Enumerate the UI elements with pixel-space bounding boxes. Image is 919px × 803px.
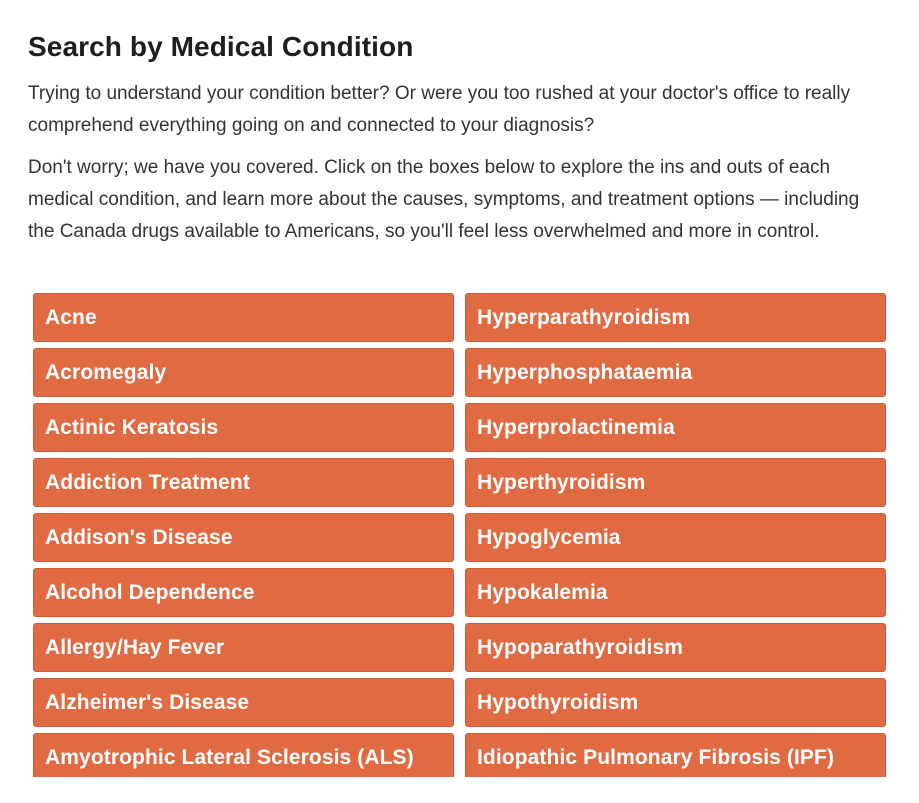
condition-card-alcohol-dependence[interactable] bbox=[33, 568, 454, 617]
condition-label: Acne bbox=[45, 305, 97, 329]
intro-paragraph-2: Don't worry; we have you covered. Click on the boxes below to explore the ins and outs of each medical condition, and learn more about the causes, symptoms, and treatment options — including the Canada drugs available to Americans, so you'll feel less overwhelmed and more in control. bbox=[28, 157, 860, 242]
condition-grid bbox=[33, 293, 886, 777]
condition-card-addiction-treatment[interactable] bbox=[33, 458, 454, 507]
condition-card-hypothyroidism[interactable] bbox=[465, 678, 886, 727]
condition-label: Amyotrophic Lateral Sclerosis (ALS) bbox=[45, 745, 414, 769]
condition-label: Addison's Disease bbox=[45, 525, 233, 549]
condition-label: Hypoparathyroidism bbox=[477, 635, 684, 659]
condition-card-als[interactable] bbox=[33, 733, 454, 777]
condition-card-hyperthyroidism[interactable] bbox=[465, 458, 886, 507]
condition-label: Acromegaly bbox=[45, 360, 167, 384]
condition-card-hyperprolactinemia[interactable] bbox=[465, 403, 886, 452]
condition-card-addisons-disease[interactable] bbox=[33, 513, 454, 562]
condition-card-hyperphosphataemia[interactable] bbox=[465, 348, 886, 397]
condition-card-acne[interactable] bbox=[33, 293, 454, 342]
condition-card-acromegaly[interactable] bbox=[33, 348, 454, 397]
condition-card-hypoglycemia[interactable] bbox=[465, 513, 886, 562]
condition-label: Alcohol Dependence bbox=[45, 580, 255, 604]
intro-paragraph-1: Trying to understand your condition better? Or were you too rushed at your doctor's office to really comprehend everything going on and connected to your diagnosis? bbox=[28, 83, 851, 136]
condition-label: Addiction Treatment bbox=[45, 470, 250, 494]
condition-card-alzheimers-disease[interactable] bbox=[33, 678, 454, 727]
condition-label: Actinic Keratosis bbox=[45, 415, 219, 439]
condition-label: Hypothyroidism bbox=[477, 690, 639, 714]
condition-label: Hyperthyroidism bbox=[477, 470, 646, 494]
condition-label: Alzheimer's Disease bbox=[45, 690, 250, 714]
condition-card-hypokalemia[interactable] bbox=[465, 568, 886, 617]
page-title: Search by Medical Condition bbox=[28, 31, 414, 62]
condition-label: Hyperprolactinemia bbox=[477, 415, 675, 439]
condition-label: Hyperparathyroidism bbox=[477, 305, 691, 329]
condition-label: Hyperphosphataemia bbox=[477, 360, 693, 384]
condition-card-actinic-keratosis[interactable] bbox=[33, 403, 454, 452]
condition-label: Allergy/Hay Fever bbox=[45, 635, 225, 659]
main-content bbox=[28, 28, 890, 248]
condition-label: Hypokalemia bbox=[477, 580, 608, 604]
condition-card-allergy-hay-fever[interactable] bbox=[33, 623, 454, 672]
condition-card-hypoparathyroidism[interactable] bbox=[465, 623, 886, 672]
condition-label: Idiopathic Pulmonary Fibrosis (IPF) bbox=[477, 745, 835, 769]
condition-card-ipf[interactable] bbox=[465, 733, 886, 777]
condition-card-hyperparathyroidism[interactable] bbox=[465, 293, 886, 342]
condition-label: Hypoglycemia bbox=[477, 525, 621, 549]
